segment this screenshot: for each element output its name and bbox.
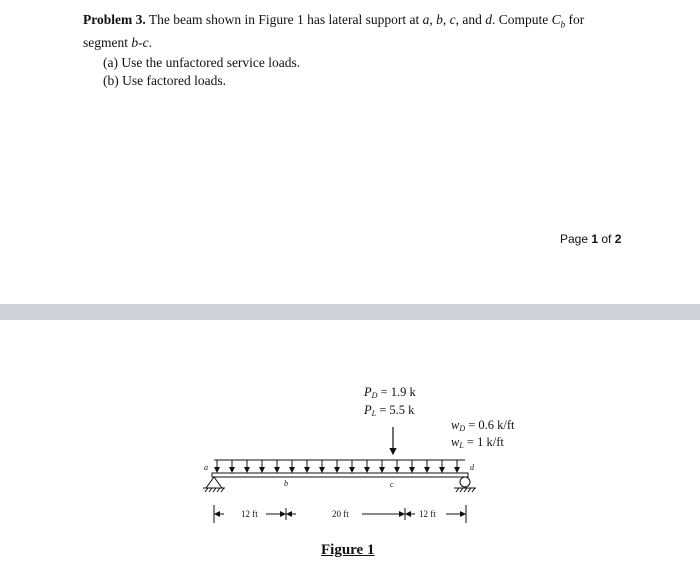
- point-b-label: b: [284, 479, 288, 488]
- page-total: 2: [614, 232, 622, 246]
- problem-point-d: d: [485, 12, 492, 27]
- pd-subscript: D: [371, 391, 378, 400]
- dimension-cd: 12 ft: [419, 509, 436, 519]
- wd-value: = 0.6 k/ft: [465, 418, 515, 432]
- wl-subscript: L: [459, 441, 464, 450]
- figure-caption: Figure 1: [321, 542, 375, 558]
- problem-text: The beam shown in Figure 1 has lateral support at: [148, 12, 423, 27]
- pd-label: [364, 385, 416, 403]
- problem-statement: [83, 11, 623, 52]
- wl-value: = 1 k/ft: [463, 435, 504, 449]
- beam-figure: [0, 320, 700, 572]
- part-b: (b) Use factored loads.: [103, 73, 226, 88]
- point-a-label: a: [204, 463, 208, 472]
- dimension-bc: 20 ft: [332, 509, 349, 519]
- problem-number: Problem 3.: [83, 12, 146, 27]
- problem-text: for: [565, 12, 585, 27]
- wl-label: [451, 435, 504, 453]
- page-middle: of: [598, 232, 615, 246]
- pl-value: = 5.5 k: [376, 403, 415, 417]
- point-c-label: c: [390, 480, 394, 489]
- problem-sep: , and: [455, 12, 486, 27]
- beam-diagram: [0, 320, 700, 572]
- roller-support: [454, 477, 476, 492]
- problem-point-b: b: [436, 12, 443, 27]
- problem-sep: ,: [429, 12, 437, 27]
- point-d-label: d: [470, 463, 474, 472]
- beam: [212, 473, 468, 477]
- cb-subscript: b: [560, 19, 566, 30]
- cb-symbol: C: [551, 12, 561, 27]
- wd-label: [451, 418, 515, 436]
- pd-value: = 1.9 k: [377, 385, 416, 399]
- wl-symbol: w: [451, 435, 460, 449]
- problem-text: . Compute: [491, 12, 552, 27]
- page-divider: [0, 304, 700, 320]
- pl-subscript: L: [371, 409, 377, 418]
- problem-text: .: [148, 34, 152, 50]
- dimension-ab: 12 ft: [241, 509, 258, 519]
- problem-point-c: c: [449, 12, 456, 27]
- page-indicator: [560, 232, 621, 246]
- problem-text: segment: [83, 34, 132, 50]
- pd-symbol: P: [364, 385, 372, 399]
- part-a: (a) Use the unfactored service loads.: [103, 55, 301, 70]
- pl-label: [364, 403, 414, 421]
- problem-point-a: a: [422, 12, 430, 27]
- problem-sep: ,: [442, 12, 450, 27]
- distributed-load-arrows: [217, 460, 457, 472]
- problem-parts: [103, 54, 300, 90]
- wd-subscript: D: [459, 424, 466, 433]
- page-prefix: Page: [560, 232, 592, 246]
- problem-segment: b-c: [131, 34, 149, 50]
- pin-support: [203, 477, 225, 492]
- page-current: 1: [591, 232, 599, 246]
- pl-symbol: P: [364, 403, 372, 417]
- wd-symbol: w: [451, 418, 460, 432]
